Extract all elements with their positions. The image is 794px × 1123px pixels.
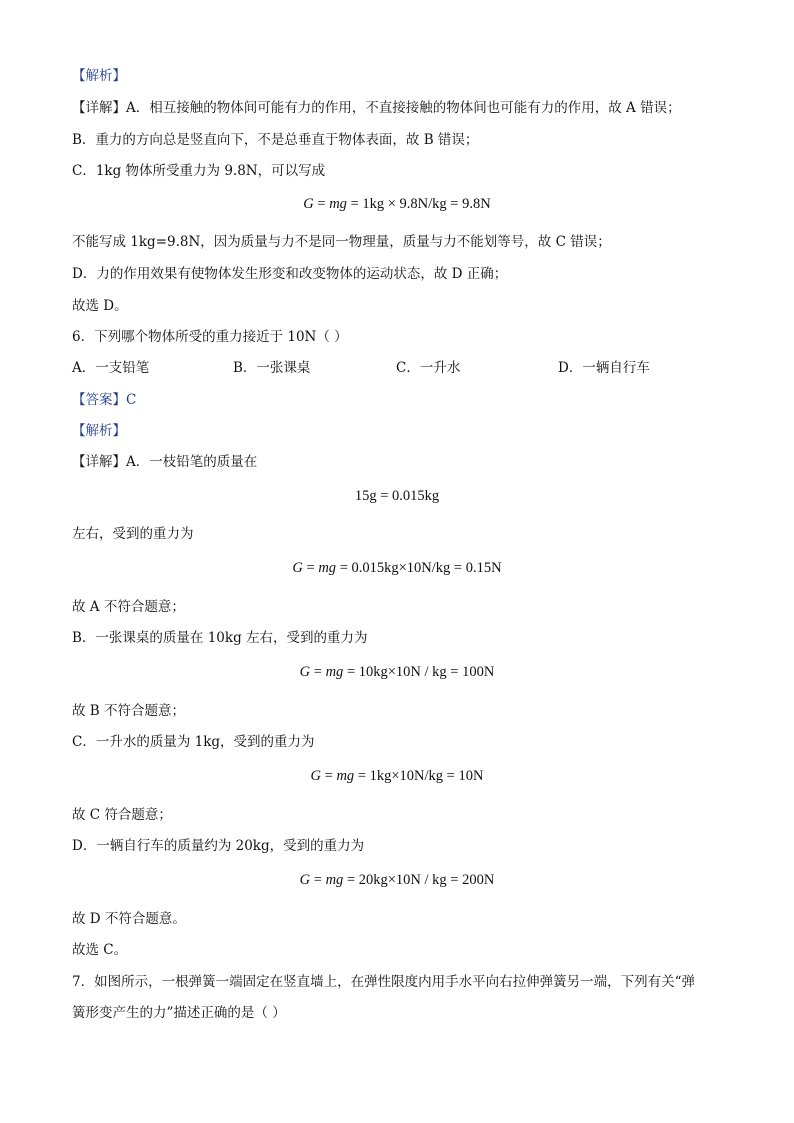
result-a: 故 A 不符合题意； <box>72 599 185 615</box>
explanation-line-b2: B．一张课桌的质量在 10kg 左右，受到的重力为 <box>72 630 368 646</box>
equation-2: 15g = 0.015kg <box>354 488 440 504</box>
result-b: 故 B 不符合题意； <box>72 703 186 719</box>
explanation-line-d: D．力的作用效果有使物体发生形变和改变物体的运动状态，故 D 正确； <box>72 266 508 282</box>
explanation-line-c: C．1kg 物体所受重力为 9.8N，可以写成 <box>72 163 326 179</box>
equation-5: G = mg = 1kg×10N/kg = 10N <box>310 768 484 784</box>
explanation-line-a2: 【详解】A．一枝铅笔的质量在 <box>72 454 258 470</box>
result-c: 故 C 符合题意； <box>72 807 172 823</box>
question-7-line-1: 7．如图所示，一根弹簧一端固定在竖直墙上，在弹性限度内用手水平向右拉伸弹簧另一端，下列有关“弹 <box>72 974 695 990</box>
equation-6: G = mg = 20kg×10N / kg = 200N <box>299 872 495 888</box>
explanation-line-a: 【详解】A．相互接触的物体间可能有力的作用，不直接接触的物体间也可能有力的作用，故 A 错误； <box>72 100 681 116</box>
explanation-line-d2: D．一辆自行车的质量约为 20kg，受到的重力为 <box>72 838 365 854</box>
conclusion-line: 故选 D。 <box>72 298 128 314</box>
answer-line: 【答案】C <box>72 392 137 408</box>
equation-1: G = mg = 1kg × 9.8N/kg = 9.8N <box>303 196 491 212</box>
option-a: A．一支铅笔 <box>72 360 150 376</box>
equation-3: G = mg = 0.015kg×10N/kg = 0.15N <box>292 560 502 576</box>
question-7-line-2: 簧形变产生的力”描述正确的是（ ） <box>72 1005 286 1021</box>
explanation-line-c3: C．一升水的质量为 1kg，受到的重力为 <box>72 734 315 750</box>
conclusion-line-2: 故选 C。 <box>72 942 128 958</box>
explanation-line-b: B．重力的方向总是竖直向下，不是总垂直于物体表面，故 B 错误； <box>72 132 479 148</box>
explanation-line-a3: 左右，受到的重力为 <box>72 526 194 542</box>
analysis-heading: 【解析】 <box>72 68 126 84</box>
question-6: 6．下列哪个物体所受的重力接近于 10N（ ） <box>72 329 348 345</box>
option-d: D．一辆自行车 <box>558 360 650 376</box>
option-b: B．一张课桌 <box>233 360 311 376</box>
analysis-heading-2: 【解析】 <box>72 423 126 439</box>
result-d: 故 D 不符合题意。 <box>72 911 186 927</box>
equation-4: G = mg = 10kg×10N / kg = 100N <box>299 664 495 680</box>
explanation-line-c2: 不能写成 1kg=9.8N，因为质量与力不是同一物理量，质量与力不能划等号，故 C 错误； <box>72 234 611 250</box>
option-c: C．一升水 <box>396 360 461 376</box>
